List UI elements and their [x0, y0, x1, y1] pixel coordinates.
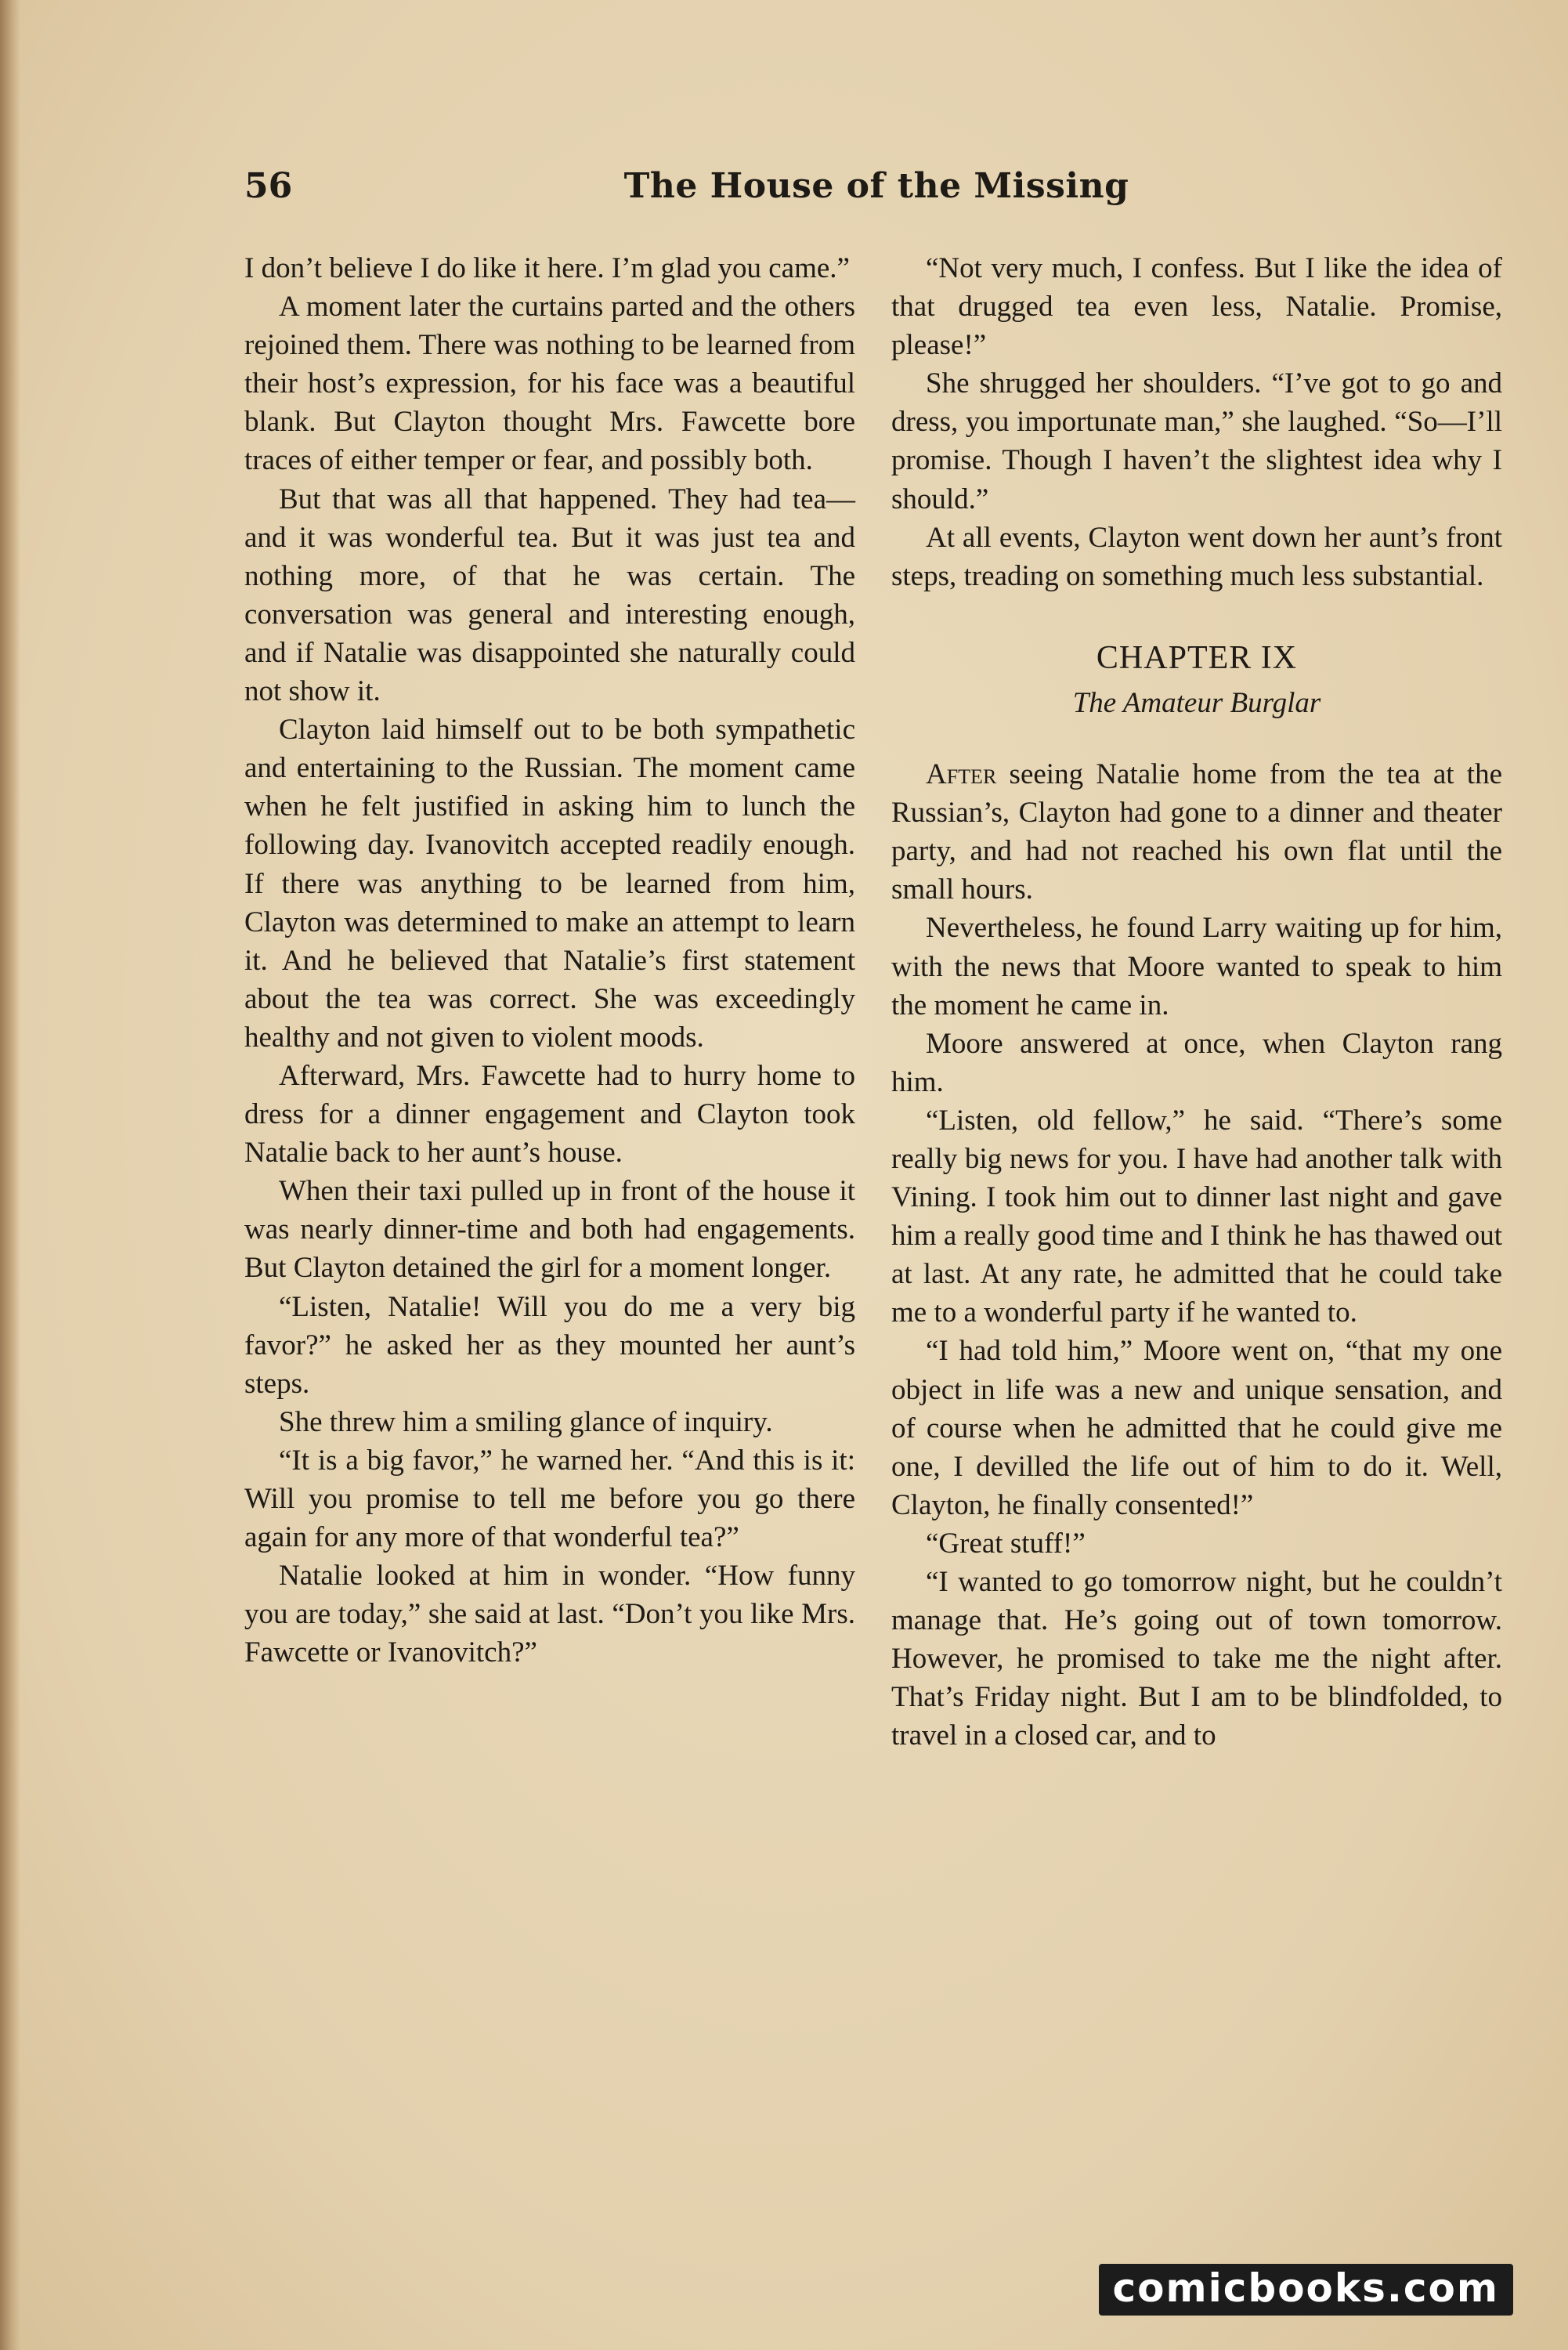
chapter-subtitle: The Amateur Burglar — [1072, 686, 1321, 719]
left-column — [244, 249, 855, 1672]
paragraph: She shrugged her shoulders. “I’ve got to go and dress, you importunate man,” she laughed. “So—I’ll promise. Though I haven’t the slightest idea why I should.” — [891, 367, 1502, 515]
paragraph: “I had told him,” Moore went on, “that my one object in life was a new and unique sensation, and of course when he admitted that he could give me one, I devilled the life out of him to do it. Well, Clayton, he finally consented!” — [891, 1335, 1502, 1521]
running-title: The House of the Missing — [623, 166, 1129, 206]
paragraph: “Great stuff!” — [926, 1527, 1086, 1560]
site-watermark: comicbooks.com — [1099, 2264, 1513, 2316]
chapter-lead-word: After — [926, 758, 997, 791]
paragraph: When their taxi pulled up in front of the house it was nearly dinner-time and both had engagements. But Clayton detained the girl for a moment longer. — [244, 1175, 855, 1285]
paragraph: She threw him a smiling glance of inquiry. — [279, 1405, 773, 1438]
paragraph: I don’t believe I do like it here. I’m glad you came.” — [244, 252, 850, 284]
chapter-first-paragraph — [891, 755, 1502, 909]
paragraph: “Listen, Natalie! Will you do me a very big favor?” he asked her as they mounted her aunt’s steps. — [244, 1290, 855, 1400]
page-binding-edge — [0, 0, 20, 2350]
paragraph: “It is a big favor,” he warned her. “And this is it: Will you promise to tell me before you go there again for any more of that wonderful tea?” — [244, 1444, 855, 1554]
chapter-first-paragraph-text: seeing Natalie home from the tea at the Russian’s, Clayton had gone to a dinner and theater party, and had not reached his own flat until the small hours. — [891, 758, 1502, 906]
chapter-heading: CHAPTER IX — [1096, 639, 1298, 676]
paragraph: Clayton laid himself out to be both sympathetic and entertaining to the Russian. The moment came when he felt justified in asking him to lunch the following day. Ivanovitch accepted readily enough. If there was anything to be learned from him, Clayton was determined to make an attempt to learn it. And he believed that Natalie’s first statement about the tea was correct. She was exceedingly healthy and not given to violent moods. — [244, 714, 855, 1054]
paragraph: “Listen, old fellow,” he said. “There’s some really big news for you. I have had another talk with Vining. I took him out to dinner last night and gave him a really good time and I think he has thawed out at last. At any rate, he admitted that he could take me to a wonderful party if he wanted to. — [891, 1104, 1502, 1329]
paragraph: At all events, Clayton went down her aunt’s front steps, treading on something much less substantial. — [891, 521, 1502, 592]
paragraph: “Not very much, I confess. But I like the idea of that drugged tea even less, Natalie. Promise, please!” — [891, 252, 1502, 362]
right-column — [891, 249, 1502, 1755]
paragraph: Natalie looked at him in wonder. “How funny you are today,” she said at last. “Don’t you like Mrs. Fawcette or Ivanovitch?” — [244, 1560, 855, 1669]
paragraph: “I wanted to go tomorrow night, but he couldn’t manage that. He’s going out of town tomorrow. However, he promised to take me the night after. That’s Friday night. But I am to be blindfolded, to travel in a closed car, and to — [891, 1566, 1502, 1752]
page-header — [244, 166, 1508, 221]
page-number: 56 — [244, 166, 293, 206]
paragraph: A moment later the curtains parted and the others rejoined them. There was nothing to be learned from their host’s expression, for his face was a beautiful blank. But Clayton thought Mrs. Fawcette bore traces of either temper or fear, and possibly both. — [244, 291, 855, 477]
paragraph: Nevertheless, he found Larry waiting up for him, with the news that Moore wanted to speak to him the moment he came in. — [891, 912, 1502, 1021]
paragraph: Moore answered at once, when Clayton rang him. — [891, 1027, 1502, 1098]
paragraph: Afterward, Mrs. Fawcette had to hurry home to dress for a dinner engagement and Clayton took Natalie back to her aunt’s house. — [244, 1059, 855, 1170]
paragraph: But that was all that happened. They had tea—and it was wonderful tea. But it was just tea and nothing more, of that he was certain. The conversation was general and interesting enough, and if Natalie was disappointed she naturally could not show it. — [244, 483, 855, 708]
